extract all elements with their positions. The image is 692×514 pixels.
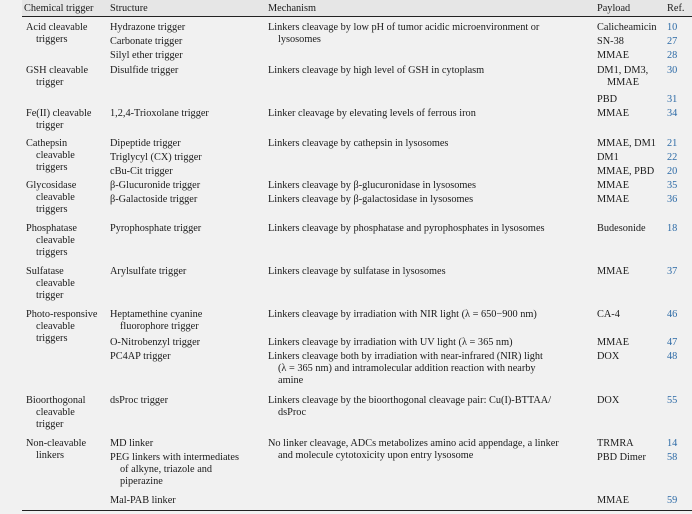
ref-link: 27 xyxy=(667,36,678,47)
payload-cell: PBD xyxy=(597,94,618,105)
payload-cell: Calicheamicin xyxy=(597,22,657,33)
mechanism-cell: Linkers cleavage by β-galactosidase in lysosomes xyxy=(268,194,474,205)
trigger-label: trigger xyxy=(36,77,64,89)
mechanism-cell: dsProc xyxy=(278,407,307,419)
trigger-label: cleavable xyxy=(36,407,75,419)
trigger-label: GSH cleavable xyxy=(26,65,89,76)
structure-cell: Pyrophosphate trigger xyxy=(110,223,202,234)
trigger-label: cleavable xyxy=(36,192,75,204)
payload-cell: MMAE xyxy=(597,194,630,205)
mechanism-cell: lysosomes xyxy=(278,34,321,46)
ref-link: 30 xyxy=(667,65,678,76)
mechanism-cell: and molecule cytotoxicity upon entry lysosome xyxy=(278,450,474,462)
ref-link: 28 xyxy=(667,50,678,61)
header-structure: Structure xyxy=(110,3,148,14)
payload-cell: MMAE, PBD xyxy=(597,166,655,177)
payload-cell: DM1, DM3, xyxy=(597,65,649,76)
trigger-label: cleavable xyxy=(36,150,75,162)
trigger-label: trigger xyxy=(36,120,64,132)
payload-cell: MMAE xyxy=(597,50,630,61)
trigger-label: Acid cleavable xyxy=(26,22,88,33)
payload-cell: SN-38 xyxy=(597,36,624,47)
trigger-label: triggers xyxy=(36,34,68,46)
payload-cell: PBD Dimer xyxy=(597,452,646,463)
ref-link: 18 xyxy=(667,223,678,234)
structure-cell: PC4AP trigger xyxy=(110,351,171,362)
trigger-label: Photo-responsive xyxy=(26,309,98,320)
table-bottom-rule xyxy=(22,510,692,511)
payload-cell: MMAE xyxy=(597,495,630,506)
trigger-label: Cathepsin xyxy=(26,138,68,149)
trigger-label: Phosphatase xyxy=(26,223,77,234)
mechanism-cell: amine xyxy=(278,375,304,387)
structure-cell: MD linker xyxy=(110,438,154,449)
trigger-label: triggers xyxy=(36,247,68,259)
payload-cell: DM1 xyxy=(597,152,619,163)
ref-link: 22 xyxy=(667,152,678,163)
structure-cell: Carbonate trigger xyxy=(110,36,183,47)
mechanism-cell: (λ = 365 nm) and intramolecular addition reaction with nearby xyxy=(278,363,536,375)
payload-cell: DOX xyxy=(597,395,620,406)
header-chemical-trigger: Chemical trigger xyxy=(24,3,94,14)
structure-cell: dsProc trigger xyxy=(110,395,169,406)
structure-cell: piperazine xyxy=(120,476,163,488)
payload-cell: MMAE xyxy=(597,180,630,191)
ref-link: 35 xyxy=(667,180,678,191)
mechanism-cell: Linkers cleavage by low pH of tumor acidic microenvironment or xyxy=(268,22,540,33)
mechanism-cell: Linkers cleavage by high level of GSH in cytoplasm xyxy=(268,65,485,76)
mechanism-cell: No linker cleavage, ADCs metabolizes amino acid appendage, a linker xyxy=(268,438,559,449)
payload-cell: MMAE xyxy=(607,77,640,89)
ref-link: 59 xyxy=(667,495,678,506)
trigger-label: trigger xyxy=(36,419,64,431)
mechanism-cell: Linkers cleavage by β-glucuronidase in lysosomes xyxy=(268,180,476,191)
trigger-label: Bioorthogonal xyxy=(26,395,86,406)
payload-cell: Budesonide xyxy=(597,223,646,234)
ref-link: 20 xyxy=(667,166,678,177)
structure-cell: Heptamethine cyanine xyxy=(110,309,203,320)
ref-link: 10 xyxy=(667,22,678,33)
mechanism-cell: Linkers cleavage by irradiation with NIR light (λ = 650−900 nm) xyxy=(268,309,537,320)
mechanism-cell: Linker cleavage by elevating levels of ferrous iron xyxy=(268,108,476,119)
trigger-label: triggers xyxy=(36,162,68,174)
structure-cell: fluorophore trigger xyxy=(120,321,199,333)
trigger-label: Glycosidase xyxy=(26,180,77,191)
structure-cell: cBu-Cit trigger xyxy=(110,166,173,177)
header-ref: Ref. xyxy=(667,3,685,14)
ref-link: 58 xyxy=(667,452,678,463)
payload-cell: CA-4 xyxy=(597,309,620,320)
payload-cell: DOX xyxy=(597,351,620,362)
structure-cell: PEG linkers with intermediates xyxy=(110,452,239,463)
mechanism-cell: Linkers cleavage by phosphatase and pyrophosphates in lysosomes xyxy=(268,223,545,234)
mechanism-cell: Linkers cleavage by the bioorthogonal cleavage pair: Cu(I)-BTTAA/ xyxy=(268,395,552,406)
ref-link: 31 xyxy=(667,94,678,105)
ref-link: 14 xyxy=(667,438,678,449)
trigger-label: cleavable xyxy=(36,235,75,247)
structure-cell: of alkyne, triazole and xyxy=(120,464,213,476)
mechanism-cell: Linkers cleavage by irradiation with UV light (λ = 365 nm) xyxy=(268,337,513,348)
trigger-label: trigger xyxy=(36,290,64,302)
structure-cell: Dipeptide trigger xyxy=(110,138,181,149)
header-mechanism: Mechanism xyxy=(268,3,317,14)
payload-cell: MMAE xyxy=(597,108,630,119)
ref-link: 46 xyxy=(667,309,678,320)
structure-cell: Hydrazone trigger xyxy=(110,22,186,33)
structure-cell: Mal-PAB linker xyxy=(110,495,176,506)
trigger-label: cleavable xyxy=(36,278,75,290)
mechanism-cell: Linkers cleavage by sulfatase in lysosomes xyxy=(268,266,446,277)
structure-cell: β-Galactoside trigger xyxy=(110,194,198,205)
trigger-label: triggers xyxy=(36,333,68,345)
trigger-label: cleavable xyxy=(36,321,75,333)
ref-link: 36 xyxy=(667,194,678,205)
ref-link: 47 xyxy=(667,337,678,348)
mechanism-cell: Linkers cleavage both by irradiation with near-infrared (NIR) light xyxy=(268,351,543,362)
trigger-label: Sulfatase xyxy=(26,266,64,277)
ref-link: 48 xyxy=(667,351,678,362)
trigger-label: Non-cleavable xyxy=(26,438,87,449)
structure-cell: O-Nitrobenzyl trigger xyxy=(110,337,201,348)
ref-link: 34 xyxy=(667,108,678,119)
payload-cell: MMAE xyxy=(597,266,630,277)
payload-cell: MMAE xyxy=(597,337,630,348)
trigger-label: triggers xyxy=(36,204,68,216)
ref-link: 37 xyxy=(667,266,678,277)
trigger-label: linkers xyxy=(36,450,65,462)
structure-cell: Silyl ether trigger xyxy=(110,50,183,61)
ref-link: 55 xyxy=(667,395,678,406)
header-payload: Payload xyxy=(597,3,631,14)
structure-cell: β-Glucuronide trigger xyxy=(110,180,201,191)
trigger-label: Fe(II) cleavable xyxy=(26,108,92,119)
structure-cell: Arylsulfate trigger xyxy=(110,266,187,277)
structure-cell: 1,2,4-Trioxolane trigger xyxy=(110,108,209,119)
mechanism-cell: Linkers cleavage by cathepsin in lysosomes xyxy=(268,138,449,149)
ref-link: 21 xyxy=(667,138,678,149)
payload-cell: MMAE, DM1 xyxy=(597,138,656,149)
structure-cell: Triglycyl (CX) trigger xyxy=(110,152,202,163)
structure-cell: Disulfide trigger xyxy=(110,65,179,76)
payload-cell: TRMRA xyxy=(597,438,634,449)
